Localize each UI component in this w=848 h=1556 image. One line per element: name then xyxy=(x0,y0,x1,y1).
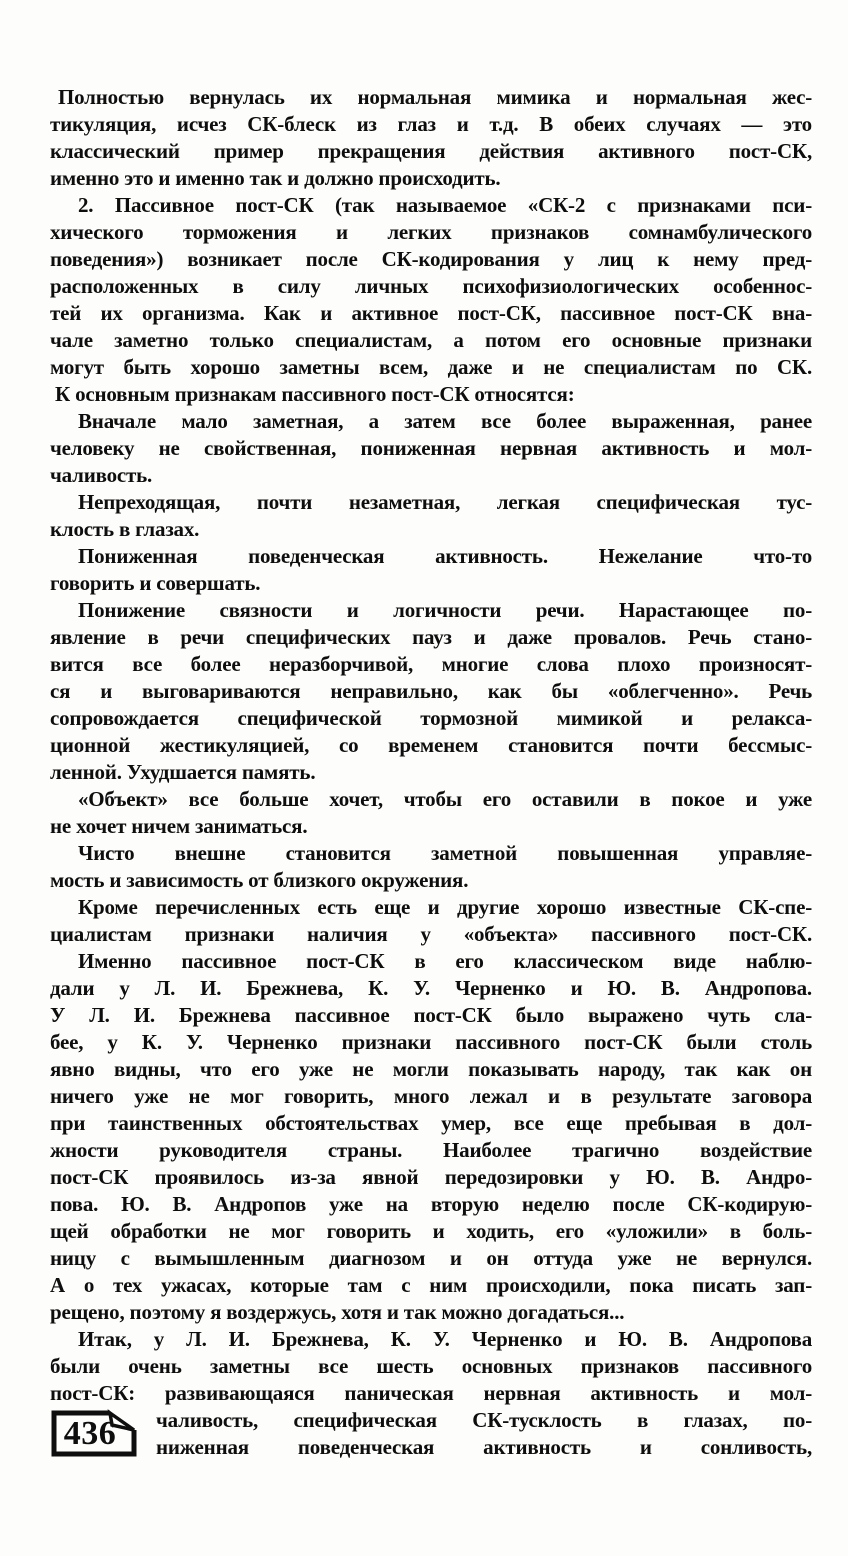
paragraph xyxy=(50,840,812,894)
text-line: К основным признакам пассивного пост-СК относятся: xyxy=(55,382,575,406)
paragraph xyxy=(50,894,812,948)
paragraph xyxy=(50,84,812,192)
text-line: «Объект» все больше хочет, чтобы его оставили в покое и уже xyxy=(78,787,812,811)
text-line: пост-СК: развивающаяся паническая нервная активность и мол- xyxy=(50,1381,812,1405)
text-line: сопровождается специфической тормозной мимикой и релакса- xyxy=(50,706,812,730)
text-line: Кроме перечисленных есть еще и другие хорошо известные СК-спе- xyxy=(78,895,812,919)
text-line: говорить и совершать. xyxy=(50,571,261,595)
text-line: Непреходящая, почти незаметная, легкая специфическая тус- xyxy=(78,490,812,514)
text-line: классический пример прекращения действия активного пост-СК, xyxy=(50,139,812,163)
page-number: 436 xyxy=(63,1415,117,1452)
text-line: хического торможения и легких признаков сомнамбулического xyxy=(50,220,812,244)
text-line: Пониженная поведенческая активность. Нежелание что-то xyxy=(78,544,812,568)
text-line: рещено, поэтому я воздержусь, хотя и так можно догадаться... xyxy=(50,1300,625,1324)
paragraph xyxy=(50,597,812,786)
text-line: ниженная поведенческая активность и сонливость, xyxy=(156,1435,812,1459)
text-line: были очень заметны все шесть основных признаков пассивного xyxy=(50,1354,812,1378)
text-line: тей их организма. Как и активное пост-СК, пассивное пост-СК вна- xyxy=(50,301,812,325)
text-line: ничего уже не мог говорить, много лежал и в результате заговора xyxy=(50,1084,812,1108)
text-line: мость и зависимость от близкого окружения. xyxy=(50,868,469,892)
text-line: щей обработки не мог говорить и ходить, его «уложили» в боль- xyxy=(50,1219,812,1243)
text-line: А о тех ужасах, которые там с ним происходили, пока писать зап- xyxy=(50,1273,812,1297)
paragraph xyxy=(50,543,812,597)
text-line: чаливость, специфическая СК-тусклость в глазах, по- xyxy=(156,1408,812,1432)
text-line: поведения») возникает после СК-кодирования у лиц к нему пред- xyxy=(50,247,812,271)
text-line: чале заметно только специалистам, а потом его основные признаки xyxy=(50,328,812,352)
text-line: ницу с вымышленным диагнозом и он оттуда уже не вернулся. xyxy=(50,1246,812,1270)
text-line: вится все более неразборчивой, многие слова плохо произносят- xyxy=(50,652,812,676)
text-line: Чисто внешне становится заметной повышенная управляе- xyxy=(78,841,812,865)
text-line: ся и выговариваются неправильно, как бы «облегченно». Речь xyxy=(50,679,812,703)
text-line: Вначале мало заметная, а затем все более выраженная, ранее xyxy=(78,409,812,433)
paragraph xyxy=(50,408,812,489)
text-line: Итак, у Л. И. Брежнева, К. У. Черненко и Ю. В. Андропова xyxy=(78,1327,812,1351)
text-line: Именно пассивное пост-СК в его классическом виде наблю- xyxy=(78,949,812,973)
text-line: Понижение связности и логичности речи. Нарастающее по- xyxy=(78,598,812,622)
text-line: могут быть хорошо заметны всем, даже и не специалистам по СК. xyxy=(50,355,812,379)
text-line: У Л. И. Брежнева пассивное пост-СК было выражено чуть сла- xyxy=(50,1003,812,1027)
text-line: чаливость. xyxy=(50,463,153,487)
paragraph xyxy=(50,489,812,543)
text-line: тикуляция, исчез СК-блеск из глаз и т.д. В обеих случаях — это xyxy=(50,112,812,136)
text-line: жности руководителя страны. Наиболее трагично воздействие xyxy=(50,1138,812,1162)
text-line: клость в глазах. xyxy=(50,517,200,541)
text-line: бее, у К. У. Черненко признаки пассивного пост-СК были столь xyxy=(50,1030,812,1054)
paragraph xyxy=(50,381,812,408)
text-line: пова. Ю. В. Андропов уже на вторую неделю после СК-кодирую- xyxy=(50,1192,812,1216)
text-line: пост-СК проявилось из-за явной передозировки у Ю. В. Андро- xyxy=(50,1165,812,1189)
paragraph-final xyxy=(50,1326,812,1461)
text-line: человеку не свойственная, пониженная нервная активность и мол- xyxy=(50,436,812,460)
text-line: явно видны, что его уже не могли показывать народу, так как он xyxy=(50,1057,812,1081)
text-line: явление в речи специфических пауз и даже провалов. Речь стано- xyxy=(50,625,812,649)
text-line: циалистам признаки наличия у «объекта» пассивного пост-СК. xyxy=(50,922,812,946)
paragraph xyxy=(50,192,812,381)
text-line: расположенных в силу личных психофизиологических особеннос- xyxy=(50,274,812,298)
page-number-box xyxy=(50,1409,138,1458)
paragraph xyxy=(50,948,812,1326)
text-line: дали у Л. И. Брежнева, К. У. Черненко и Ю. В. Андропова. xyxy=(50,976,812,1000)
text-line: ленной. Ухудшается память. xyxy=(50,760,316,784)
text-line: при таинственных обстоятельствах умер, все еще пребывая в дол- xyxy=(50,1111,812,1135)
text-line: именно это и именно так и должно происходить. xyxy=(50,166,501,190)
paragraph xyxy=(50,786,812,840)
text-line: 2. Пассивное пост-СК (так называемое «СК-2 с признаками пси- xyxy=(78,193,812,217)
text-line: ционной жестикуляцией, со временем становится почти бессмыс- xyxy=(50,733,812,757)
text-line: Полностью вернулась их нормальная мимика и нормальная жес- xyxy=(58,85,812,109)
text-line: не хочет ничем заниматься. xyxy=(50,814,308,838)
text-column xyxy=(50,84,812,1461)
